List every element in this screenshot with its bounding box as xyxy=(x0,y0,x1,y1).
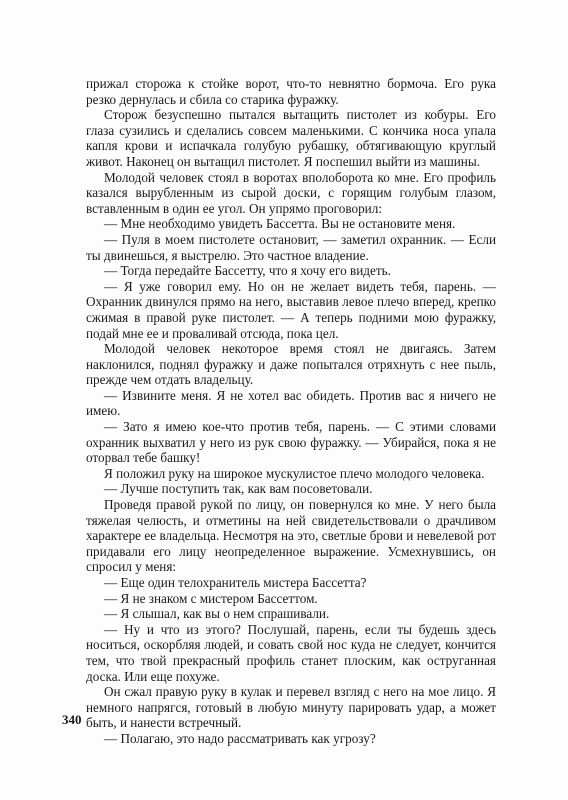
paragraph-10: — Зато я имею кое-что против тебя, парень. — С этими словами охранник выхватил у него из рук свою фуражку. — Убирайся, пока я не оторвал тебе башку! xyxy=(86,419,496,466)
paragraph-17: — Ну и что из этого? Послушай, парень, если ты будешь здесь носиться, оскорбляя людей, и совать свой нос куда не следует, кончится тем, что твой прекрасный профиль станет плоским, как оструганная доска. Или еще похуже. xyxy=(86,621,496,684)
paragraph-11: Я положил руку на широкое мускулистое плечо молодого человека. xyxy=(104,465,485,481)
paragraph-15: — Я не знаком с мистером Бассеттом. xyxy=(104,590,318,606)
paragraph-18: Он сжал правую руку в кулак и перевел взгляд с него на мое лицо. Я немного напрягся, готовый в любую минуту парировать удар, а может быть, и нанести встречный. xyxy=(86,684,496,731)
paragraph-3: Молодой человек стоял в воротах вполоборота ко мне. Его профиль казался вырубленным из сырой доски, с горящим голубым глазом, вставленным в один ее угол. Он упрямо проговорил: xyxy=(86,169,496,216)
paragraph-5: — Пуля в моем пистолете остановит, — заметил охранник. — Если ты двинешься, я выстрелю. Это частное владение. xyxy=(86,231,496,263)
body-text xyxy=(86,76,496,747)
paragraph-2: Сторож безуспешно пытался вытащить пистолет из кобуры. Его глаза сузились и сделались совсем маленькими. С кончика носа упала капля крови и испачкала голубую рубашку, обтягивающую круглый живот. Наконец он вытащил пистолет. Я поспешил выйти из машины. xyxy=(86,107,496,169)
paragraph-1: прижал сторожа к стойке ворот, что-то невнятно бормоча. Его рука резко дернулась и сбила со старика фуражку. xyxy=(86,76,496,107)
paragraph-8: Молодой человек некоторое время стоял не двигаясь. Затем наклонился, поднял фуражку и даже попытался отряхнуть с нее пыль, прежде чем отдать владельцу. xyxy=(86,341,496,388)
paragraph-13: Проведя правой рукой по лицу, он повернулся ко мне. У него была тяжелая челюсть, и отметины на ней свидетельствовали о драчливом характере ее владельца. Несмотря на это, светлые брови и невелевой рот придавали его лицу неопределенное выражение. Усмехнувшись, он спросил у меня: xyxy=(86,497,496,575)
paragraph-6: — Тогда передайте Бассетту, что я хочу его видеть. xyxy=(104,263,391,279)
paragraph-9: — Извините меня. Я не хотел вас обидеть. Против вас я ничего не имею. xyxy=(86,387,496,419)
paragraph-4: — Мне необходимо увидеть Бассетта. Вы не остановите меня. xyxy=(104,216,456,232)
paragraph-7: — Я уже говорил ему. Но он не желает видеть тебя, парень. — Охранник двинулся прямо на него, выставив левое плечо вперед, крепко сжимая в правой руке пистолет. — А теперь подними мою фуражку, подай мне ее и проваливай отсюда, пока цел. xyxy=(86,278,496,341)
paragraph-16: — Я слышал, как вы о нем спрашивали. xyxy=(104,606,330,622)
page-number: 340 xyxy=(62,712,82,727)
paragraph-19: — Полагаю, это надо рассматривать как угрозу? xyxy=(104,730,376,746)
paragraph-12: — Лучше поступить так, как вам посоветовали. xyxy=(104,481,373,497)
paragraph-14: — Еще один телохранитель мистера Бассетта? xyxy=(104,575,367,590)
